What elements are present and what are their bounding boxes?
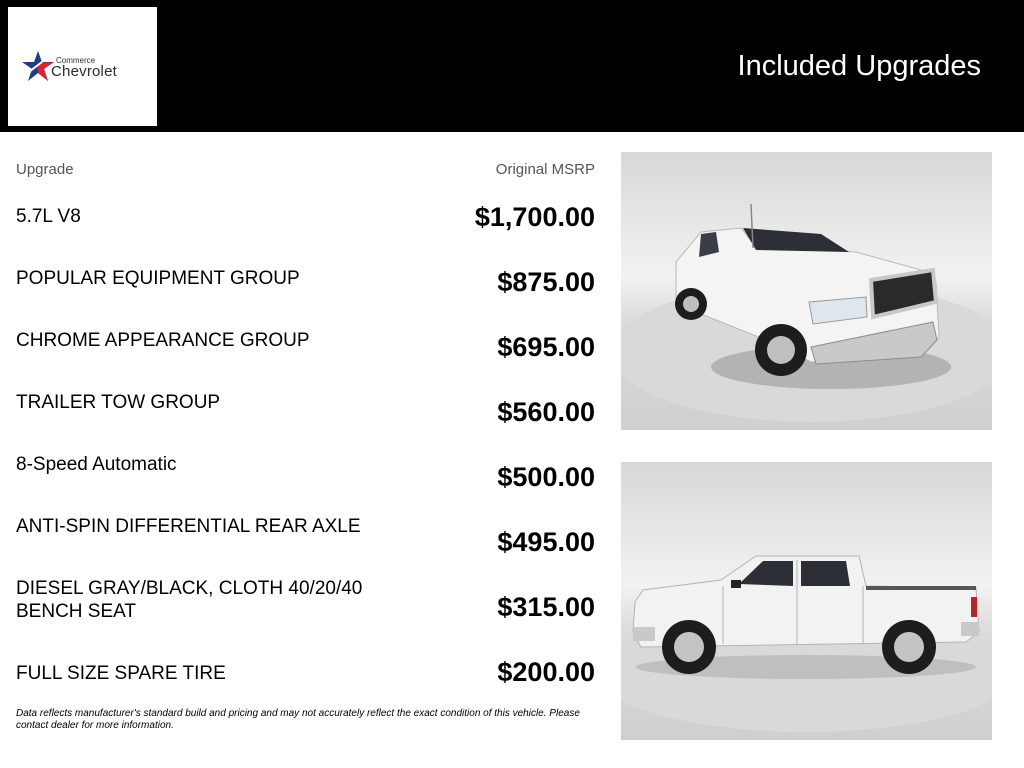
upgrade-price: $500.00: [497, 462, 595, 492]
truck-front-illustration: [621, 152, 992, 430]
upgrade-name: ANTI-SPIN DIFFERENTIAL REAR AXLE: [16, 516, 361, 537]
upgrade-price: $200.00: [497, 657, 595, 687]
upgrade-price: $495.00: [497, 527, 595, 557]
upgrade-price: $695.00: [497, 332, 595, 362]
upgrade-name: DIESEL GRAY/BLACK, CLOTH 40/20/40 BENCH SEAT: [16, 578, 363, 622]
upgrade-price: $315.00: [497, 592, 595, 622]
upgrade-price: $560.00: [497, 397, 595, 427]
vehicle-photo-front: [621, 152, 992, 430]
column-header-msrp: Original MSRP: [495, 161, 595, 178]
header-bar: [0, 0, 1024, 132]
disclaimer-text: Data reflects manufacturer's standard build and pricing and may not accurately reflect the exact condition of this vehicle. Please contact dealer for more information.: [16, 708, 580, 731]
dealer-logo: [8, 7, 157, 126]
column-header-upgrade: Upgrade: [16, 161, 74, 178]
logo-text-small: Commerce: [56, 56, 96, 65]
logo-text-brand: Chevrolet: [51, 63, 117, 80]
page-title: Included Upgrades: [737, 50, 981, 82]
upgrade-price: $1,700.00: [474, 202, 595, 232]
vehicle-photo-side: [621, 462, 992, 740]
upgrade-name: TRAILER TOW GROUP: [16, 392, 221, 413]
upgrade-name: FULL SIZE SPARE TIRE: [16, 663, 226, 684]
upgrade-name: 8-Speed Automatic: [16, 454, 177, 475]
upgrade-name: CHROME APPEARANCE GROUP: [16, 330, 310, 351]
upgrade-name: 5.7L V8: [16, 206, 81, 227]
truck-side-illustration: [621, 462, 992, 740]
upgrade-price: $875.00: [497, 267, 595, 297]
star-logo-icon: [21, 49, 55, 83]
upgrade-name: POPULAR EQUIPMENT GROUP: [16, 268, 300, 289]
